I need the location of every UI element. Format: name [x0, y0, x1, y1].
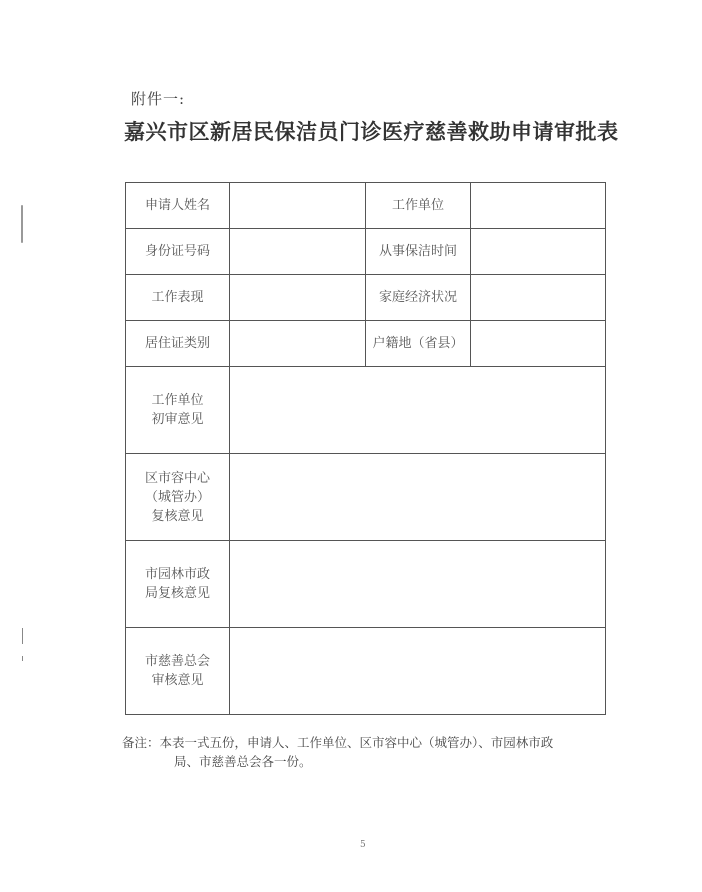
applicant-name-field[interactable] [230, 183, 366, 229]
page-title: 嘉兴市区新居民保洁员门诊医疗慈善救助申请审批表 [124, 119, 619, 144]
landscape-bureau-opinion-field[interactable] [230, 541, 606, 628]
residence-permit-label: 居住证类别 [126, 321, 230, 367]
charity-federation-opinion-label [126, 628, 230, 715]
table-row [126, 275, 606, 321]
notes-line: 局、市慈善总会各一份。 [174, 754, 312, 769]
family-economic-label: 家庭经济状况 [366, 275, 471, 321]
family-economic-field[interactable] [471, 275, 606, 321]
applicant-name-label: 申请人姓名 [126, 183, 230, 229]
cleaning-duration-label: 从事保洁时间 [366, 229, 471, 275]
opinion-label-line: 市园林市政 [144, 567, 210, 582]
scan-mark [21, 205, 23, 243]
application-form-table [125, 182, 606, 715]
opinion-label-line: 审核意见 [151, 673, 204, 688]
cleaning-duration-field[interactable] [471, 229, 606, 275]
district-center-opinion-label [126, 454, 230, 541]
scan-mark [22, 628, 23, 644]
work-unit-field[interactable] [471, 183, 606, 229]
table-row [126, 454, 606, 541]
table-row [126, 367, 606, 454]
residence-permit-field[interactable] [230, 321, 366, 367]
opinion-label-line: 局复核意见 [144, 586, 210, 601]
work-unit-opinion-label [126, 367, 230, 454]
table-row [126, 321, 606, 367]
table-row [126, 183, 606, 229]
scan-mark [22, 656, 23, 661]
household-registration-field[interactable] [471, 321, 606, 367]
id-number-field[interactable] [230, 229, 366, 275]
table-row [126, 628, 606, 715]
notes [122, 733, 622, 771]
work-performance-label: 工作表现 [126, 275, 230, 321]
table-row [126, 541, 606, 628]
opinion-label-line: 市慈善总会 [144, 654, 210, 669]
attachment-label: 附件一: [131, 90, 186, 108]
notes-line: 备注：本表一式五份，申请人、工作单位、区市容中心（城管办）、市园林市政 [122, 735, 554, 750]
table-row [126, 229, 606, 275]
charity-federation-opinion-field[interactable] [230, 628, 606, 715]
landscape-bureau-opinion-label [126, 541, 230, 628]
page-number: 5 [360, 840, 366, 850]
opinion-label-line: 复核意见 [151, 508, 204, 524]
work-unit-opinion-field[interactable] [230, 367, 606, 454]
work-unit-label: 工作单位 [366, 183, 471, 229]
id-number-label: 身份证号码 [126, 229, 230, 275]
opinion-label-line: 工作单位 [151, 393, 204, 408]
household-registration-label: 户籍地（省县） [366, 321, 471, 367]
opinion-label-line: 初审意见 [151, 412, 204, 427]
opinion-label-line: 区市容中心 [144, 470, 210, 486]
district-center-opinion-field[interactable] [230, 454, 606, 541]
work-performance-field[interactable] [230, 275, 366, 321]
opinion-label-line: （城管办） [144, 489, 210, 505]
